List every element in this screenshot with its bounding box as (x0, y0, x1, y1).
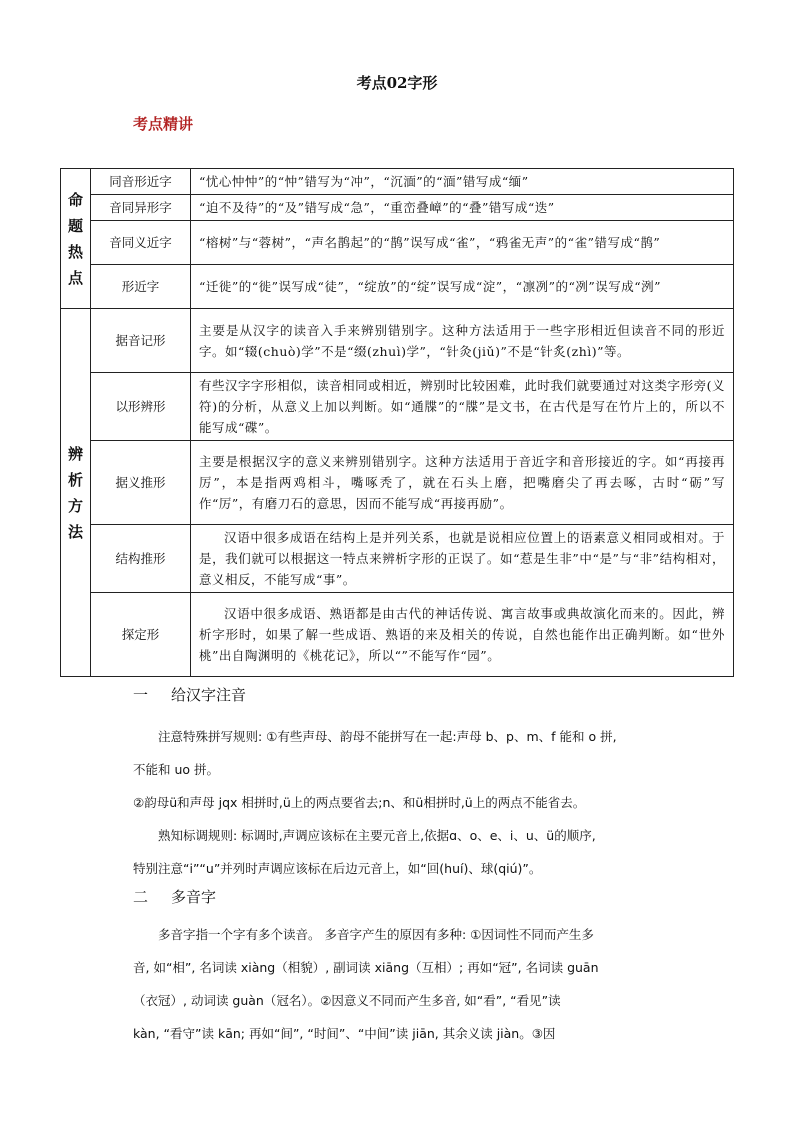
text-line: 不能和 uo 拼。 (133, 762, 220, 777)
row-label: 探定形 (91, 593, 191, 677)
row-label: 同音形近字 (91, 169, 191, 195)
table-row (61, 309, 734, 373)
polyphone-paragraph (133, 918, 663, 1050)
table-row (61, 265, 734, 309)
row-content: 汉语中很多成语、熟语都是由古代的神话传说、寓言故事或典故演化而来的。因此，辨析字形时，如果了解一些成语、熟语的来及相关的传说，自然也能作出正确判断。如“世外桃”出自陶渊明的《桃花记》，所以“”不能写作“园”。 (191, 593, 734, 677)
table-row (61, 221, 734, 265)
section-title: 给汉字注音 (171, 686, 247, 704)
page-title: 考点02字形 (356, 74, 438, 92)
row-label: 音同义近字 (91, 221, 191, 265)
text-line: kàn, “看守”读 kān; 再如“间”, “时间”、“中间”读 jiān, 其余义读 jiàn。③因 (133, 1026, 556, 1041)
row-label: 据音记形 (91, 309, 191, 373)
section-heading-polyphones (133, 886, 216, 907)
group-label-hotspots: 命题热点 (61, 169, 91, 309)
row-label: 结构推形 (91, 525, 191, 593)
row-content: “忧心忡忡”的“忡”错写为“冲”，“沉湎”的“湎”错写成“缅” (191, 169, 734, 195)
row-content: “迁徙”的“徙”误写成“徒”，“绽放”的“绽”误写成“淀”，“凛冽”的“冽”误写成“洌” (191, 265, 734, 309)
row-label: 音同异形字 (91, 195, 191, 221)
section-heading-pinyin (133, 684, 246, 705)
row-content: “迫不及待”的“及”错写成“急”，“重峦叠嶂”的“叠”错写成“迭” (191, 195, 734, 221)
table-row (61, 441, 734, 525)
table-row (61, 169, 734, 195)
row-content: 汉语中很多成语在结构上是并列关系，也就是说相应位置上的语素意义相同或相对。于是，我们就可以根据这一特点来辨析字形的正误了。如“惹是生非”中“是”与“非”结构相对，意义相反，不能写成“事”。 (191, 525, 734, 593)
row-content: 主要是根据汉字的意义来辨别错别字。这种方法适用于音近字和音形接近的字。如“再接再厉”，本是指两鸡相斗，嘴啄秃了，就在石头上磨，把嘴磨尖了再去啄，古时“砺”写作“厉”，有磨刀石的意思，因而不能写成“再接再励”。 (191, 441, 734, 525)
table-row (61, 593, 734, 677)
row-label: 以形辨形 (91, 373, 191, 441)
text-line: 熟知标调规则: 标调时,声调应该标在主要元音上,依据ɑ、o、e、i、u、ü的顺序, (158, 828, 596, 843)
text-line: （衣冠）, 动词读 guàn（冠名）。②因意义不同而产生多音, 如“看”, “看见”读 (133, 993, 561, 1008)
text-line: 注意特殊拼写规则: ①有些声母、韵母不能拼写在一起:声母 b、p、m、f 能和 o 拼, (158, 729, 617, 744)
section-subheading: 考点精讲 (133, 115, 194, 133)
section-number: 二 (133, 888, 149, 906)
section-title: 多音字 (171, 888, 217, 906)
text-line: 多音字指一个字有多个读音。 多音字产生的原因有多种: ①因词性不同而产生多 (158, 927, 594, 942)
key-points-table (60, 168, 734, 677)
table-row (61, 195, 734, 221)
pinyin-rules-paragraph (133, 720, 663, 885)
section-number: 一 (133, 686, 149, 704)
row-content: 主要是从汉字的读音入手来辨别错别字。这种方法适用于一些字形相近但读音不同的形近字。如“辍(chuò)学”不是“缀(zhuì)学”，“针灸(jiǔ)”不是“针炙(zhì)”等。 (191, 309, 734, 373)
text-line: 特别注意“i”“u”并列时声调应该标在后边元音上，如“回(huí)、球(qiú)”。 (133, 861, 542, 876)
row-content: “榕树”与“蓉树”，“声名鹊起”的“鹊”误写成“雀”，“鸦雀无声”的“雀”错写成“鹊” (191, 221, 734, 265)
row-content: 有些汉字字形相似，读音相同或相近，辨别时比较困难，此时我们就要通过对这类字形旁(义符)的分析，从意义上加以判断。如“通牒”的“牒”是文书，在古代是写在竹片上的，所以不能写成“碟”。 (191, 373, 734, 441)
row-label: 据义推形 (91, 441, 191, 525)
table-row (61, 525, 734, 593)
row-label: 形近字 (91, 265, 191, 309)
text-line: ②韵母ü和声母 jqx 相拼时,ü上的两点要省去;n、和ü相拼时,ü上的两点不能省去。 (133, 795, 586, 810)
table-row (61, 373, 734, 441)
text-line: 音, 如“相”, 名词读 xiàng（相貌）, 副词读 xiāng（互相）; 再如“冠”, 名词读 guān (133, 960, 599, 975)
group-label-methods: 辨析方法 (61, 309, 91, 677)
